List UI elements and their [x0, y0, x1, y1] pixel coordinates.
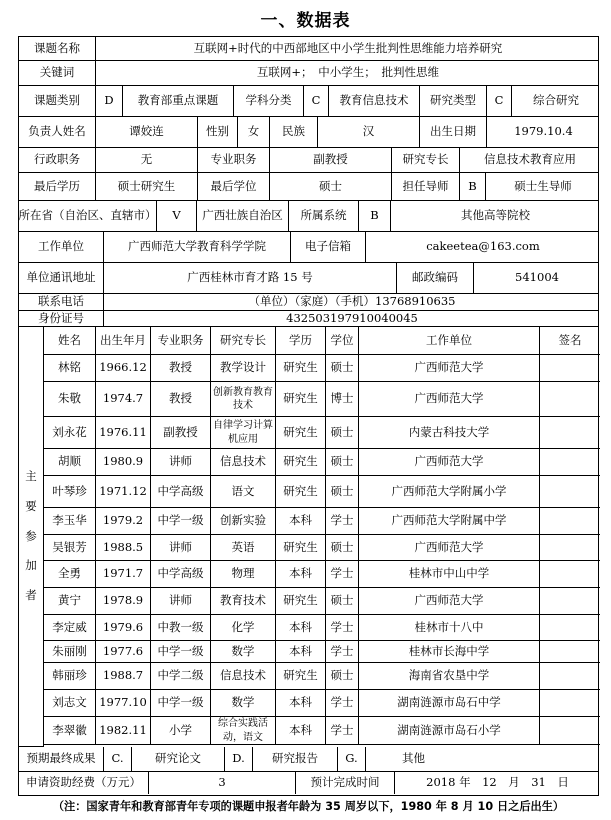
keywords-label: 关键词	[19, 61, 96, 85]
row-id	[19, 311, 598, 327]
member-cell: 学士	[326, 615, 359, 640]
table-row	[44, 417, 600, 449]
member-cell: 硕士	[326, 535, 359, 560]
table-row	[44, 615, 600, 641]
member-cell: 广西师范大学	[359, 535, 540, 560]
member-cell: 吴银芳	[44, 535, 96, 560]
member-cell: 内蒙古科技大学	[359, 417, 540, 448]
members-header-cell: 姓名	[44, 327, 96, 354]
member-cell: 1978.9	[96, 588, 151, 614]
member-cell: 广西师范大学	[359, 588, 540, 614]
member-cell: 胡顺	[44, 449, 96, 475]
member-cell: 全勇	[44, 561, 96, 587]
row-admin	[19, 148, 598, 173]
members-header-cell: 工作单位	[359, 327, 540, 354]
member-cell: 中学一级	[151, 641, 211, 662]
member-cell: 1988.5	[96, 535, 151, 560]
member-cell: 硕士	[326, 476, 359, 507]
member-cell: 硕士	[326, 355, 359, 381]
table-row	[44, 690, 600, 717]
admin-label: 行政职务	[19, 148, 96, 172]
outcome-opt2: 研究报告	[253, 747, 338, 771]
category-code: D	[96, 86, 123, 116]
member-cell: 1971.7	[96, 561, 151, 587]
table-row	[44, 663, 600, 690]
table-row	[44, 382, 600, 417]
member-cell: 1977.10	[96, 690, 151, 716]
gender-value: 女	[238, 117, 270, 147]
region-value: 广西壮族自治区	[197, 201, 289, 231]
research-code: C	[487, 86, 512, 116]
member-cell: 桂林市长海中学	[359, 641, 540, 662]
degree-value: 硕士	[270, 173, 392, 200]
member-cell: 学士	[326, 717, 359, 744]
row-category	[19, 86, 598, 117]
title-value: 副教授	[270, 148, 392, 172]
research-label: 研究类型	[420, 86, 487, 116]
specialty-label: 研究专长	[392, 148, 460, 172]
keywords-value: 互联网+； 中小学生； 批判性思维	[256, 65, 440, 80]
member-cell: 中学高级	[151, 561, 211, 587]
row-region	[19, 201, 598, 232]
members-header-row	[44, 327, 600, 355]
member-cell	[540, 717, 600, 744]
side-char: 加	[25, 558, 37, 573]
zip-value: 541004	[515, 270, 559, 285]
members-header-cell: 专业职务	[151, 327, 211, 354]
member-cell: 朱敬	[44, 382, 96, 416]
member-cell: 本科	[276, 561, 326, 587]
member-cell: 叶琴珍	[44, 476, 96, 507]
member-cell: 学士	[326, 690, 359, 716]
advisor-label: 担任导师	[392, 173, 460, 200]
row-funding	[19, 772, 598, 794]
member-cell: 讲师	[151, 449, 211, 475]
topic-value: 互联网+时代的中西部地区中小学生批判性思维能力培养研究	[193, 40, 503, 55]
member-cell: 教授	[151, 355, 211, 381]
member-cell: 1988.7	[96, 663, 151, 689]
ethnicity-value: 汉	[318, 117, 420, 147]
member-cell: 湖南涟源市岛石中学	[359, 690, 540, 716]
row-leader	[19, 117, 598, 148]
subject-value: 教育信息技术	[329, 86, 420, 116]
member-cell	[540, 449, 600, 475]
member-cell: 数学	[211, 690, 276, 716]
members-table	[44, 327, 600, 747]
member-cell: 信息技术	[211, 663, 276, 689]
member-cell: 1979.6	[96, 615, 151, 640]
member-cell: 教育技术	[211, 588, 276, 614]
outcome-opt3: 其他	[402, 751, 425, 766]
work-label: 工作单位	[19, 232, 104, 262]
member-cell: 中学二级	[151, 663, 211, 689]
member-cell	[540, 561, 600, 587]
table-row	[44, 449, 600, 476]
address-value: 广西桂林市育才路 15 号	[104, 263, 397, 293]
member-cell: 研究生	[276, 663, 326, 689]
member-cell: 本科	[276, 508, 326, 534]
data-table	[18, 36, 599, 796]
members-header-cell: 学历	[276, 327, 326, 354]
outcome-opt2-code: D.	[225, 747, 253, 771]
email-value: cakeetea@163.com	[426, 239, 540, 254]
member-cell	[540, 382, 600, 416]
members-header-cell: 出生年月	[96, 327, 151, 354]
member-cell: 本科	[276, 615, 326, 640]
member-cell: 1976.11	[96, 417, 151, 448]
outcome-label: 预期最终成果	[19, 747, 104, 771]
member-cell: 小学	[151, 717, 211, 744]
member-cell	[540, 641, 600, 662]
admin-value: 无	[96, 148, 198, 172]
member-cell: 刘永花	[44, 417, 96, 448]
member-cell: 化学	[211, 615, 276, 640]
member-cell	[540, 690, 600, 716]
funding-label: 申请资助经费（万元）	[19, 772, 149, 794]
page-title: 一、数据表	[260, 11, 351, 31]
members-header-cell: 学位	[326, 327, 359, 354]
subject-code: C	[304, 86, 329, 116]
member-cell: 研究生	[276, 476, 326, 507]
edu-label: 最后学历	[19, 173, 96, 200]
work-value: 广西师范大学教育科学学院	[104, 232, 291, 262]
member-cell: 本科	[276, 690, 326, 716]
member-cell: 研究生	[276, 382, 326, 416]
outcome-opt1: 研究论文	[132, 747, 225, 771]
address-label: 单位通讯地址	[19, 263, 104, 293]
system-code: B	[359, 201, 391, 231]
member-cell: 综合实践活动，语文	[211, 717, 276, 744]
table-row	[44, 561, 600, 588]
member-cell: 自律学习计算机应用	[211, 417, 276, 448]
member-cell: 中教一级	[151, 615, 211, 640]
side-char: 要	[25, 498, 37, 513]
phone-label: 联系电话	[19, 294, 104, 310]
specialty-value: 信息技术教育应用	[484, 152, 576, 167]
member-cell: 信息技术	[211, 449, 276, 475]
leader-name-label: 负责人姓名	[19, 117, 96, 147]
system-label: 所属系统	[289, 201, 359, 231]
member-cell: 讲师	[151, 535, 211, 560]
member-cell: 学士	[326, 508, 359, 534]
row-outcome	[19, 747, 598, 772]
member-cell: 林铭	[44, 355, 96, 381]
member-cell: 中学一级	[151, 508, 211, 534]
done-label: 预计完成时间	[296, 772, 395, 794]
leader-name: 谭姣连	[96, 117, 198, 147]
member-cell: 中学高级	[151, 476, 211, 507]
title-label: 专业职务	[198, 148, 270, 172]
table-row	[44, 535, 600, 561]
member-cell: 桂林市中山中学	[359, 561, 540, 587]
member-cell: 1966.12	[96, 355, 151, 381]
members-header-cell: 研究专长	[211, 327, 276, 354]
member-cell: 1980.9	[96, 449, 151, 475]
member-cell: 湖南涟源市岛石小学	[359, 717, 540, 744]
phone-value: （单位）（家庭）（手机）13768910635	[248, 294, 456, 309]
member-cell: 黄宁	[44, 588, 96, 614]
member-cell	[540, 417, 600, 448]
member-cell: 1982.11	[96, 717, 151, 744]
member-cell: 硕士	[326, 449, 359, 475]
degree-label: 最后学位	[198, 173, 270, 200]
system-value: 其他高等院校	[461, 208, 530, 223]
member-cell: 1974.7	[96, 382, 151, 416]
table-row	[44, 355, 600, 382]
row-address	[19, 263, 598, 294]
email-label: 电子信箱	[291, 232, 366, 262]
member-cell: 1977.6	[96, 641, 151, 662]
member-cell: 创新实验	[211, 508, 276, 534]
member-cell	[540, 355, 600, 381]
category-value: 教育部重点课题	[123, 86, 234, 116]
member-cell: 硕士	[326, 588, 359, 614]
member-cell: 桂林市十八中	[359, 615, 540, 640]
member-cell	[540, 535, 600, 560]
member-cell: 学士	[326, 641, 359, 662]
member-cell: 朱丽刚	[44, 641, 96, 662]
topic-label: 课题名称	[19, 37, 96, 60]
advisor-value: 硕士生导师	[514, 178, 572, 193]
member-cell	[540, 615, 600, 640]
member-cell: 李定威	[44, 615, 96, 640]
table-row	[44, 588, 600, 615]
member-cell: 广西师范大学附属小学	[359, 476, 540, 507]
member-cell: 广西师范大学	[359, 382, 540, 416]
gender-label: 性别	[198, 117, 238, 147]
member-cell: 学士	[326, 561, 359, 587]
member-cell: 1979.2	[96, 508, 151, 534]
member-cell: 教学设计	[211, 355, 276, 381]
member-cell: 副教授	[151, 417, 211, 448]
member-cell	[540, 476, 600, 507]
member-cell: 研究生	[276, 417, 326, 448]
ethnicity-label: 民族	[270, 117, 318, 147]
birth-label: 出生日期	[420, 117, 487, 147]
member-cell: 海南省农垦中学	[359, 663, 540, 689]
member-cell: 研究生	[276, 588, 326, 614]
row-topic	[19, 37, 598, 61]
member-cell: 李玉华	[44, 508, 96, 534]
members-header-cell: 签名	[558, 332, 582, 347]
member-cell: 数学	[211, 641, 276, 662]
member-cell: 1971.12	[96, 476, 151, 507]
edu-value: 硕士研究生	[96, 173, 198, 200]
member-cell: 刘志文	[44, 690, 96, 716]
member-cell: 研究生	[276, 535, 326, 560]
member-cell: 研究生	[276, 449, 326, 475]
member-cell: 硕士	[326, 417, 359, 448]
done-value: 2018 年 12 月 31 日	[426, 775, 569, 790]
advisor-code: B	[460, 173, 486, 200]
member-cell	[540, 588, 600, 614]
member-cell: 教授	[151, 382, 211, 416]
member-cell: 广西师范大学	[359, 449, 540, 475]
table-row	[44, 508, 600, 535]
member-cell: 中学一级	[151, 690, 211, 716]
outcome-opt3-code: G.	[338, 747, 366, 771]
member-cell: 讲师	[151, 588, 211, 614]
id-value: 432503197910040045	[286, 311, 418, 325]
table-row	[44, 717, 600, 745]
side-char: 参	[25, 528, 37, 543]
region-label: 所在省（自治区、直辖市）	[19, 201, 157, 231]
row-phone	[19, 294, 598, 311]
member-cell	[540, 663, 600, 689]
zip-label: 邮政编码	[397, 263, 474, 293]
footnote: （注：国家青年和教育部青年专项的课题申报者年龄为 35 周岁以下，1980 年 8 月 10 日之后出生）	[52, 800, 565, 813]
region-code: V	[157, 201, 197, 231]
member-cell: 韩丽珍	[44, 663, 96, 689]
member-cell: 英语	[211, 535, 276, 560]
outcome-opt1-code: C.	[104, 747, 132, 771]
table-row	[44, 641, 600, 663]
research-value: 综合研究	[533, 93, 579, 108]
row-education	[19, 173, 598, 201]
row-work	[19, 232, 598, 263]
member-cell: 广西师范大学	[359, 355, 540, 381]
subject-label: 学科分类	[234, 86, 304, 116]
funding-value: 3	[149, 772, 296, 794]
member-cell: 硕士	[326, 663, 359, 689]
member-cell: 本科	[276, 641, 326, 662]
member-cell: 本科	[276, 717, 326, 744]
member-cell: 博士	[326, 382, 359, 416]
table-row	[44, 476, 600, 508]
side-char: 主	[25, 468, 37, 483]
category-label: 课题类别	[19, 86, 96, 116]
members-side-label	[19, 327, 44, 747]
member-cell: 李翠徽	[44, 717, 96, 744]
row-keywords	[19, 61, 598, 86]
member-cell: 创新教育教育技术	[211, 382, 276, 416]
birth-value: 1979.10.4	[514, 124, 573, 139]
member-cell: 研究生	[276, 355, 326, 381]
member-cell: 物理	[211, 561, 276, 587]
member-cell	[540, 508, 600, 534]
side-char: 者	[25, 588, 37, 603]
member-cell: 语文	[211, 476, 276, 507]
member-cell: 广西师范大学附属中学	[359, 508, 540, 534]
id-label: 身份证号	[19, 311, 104, 326]
